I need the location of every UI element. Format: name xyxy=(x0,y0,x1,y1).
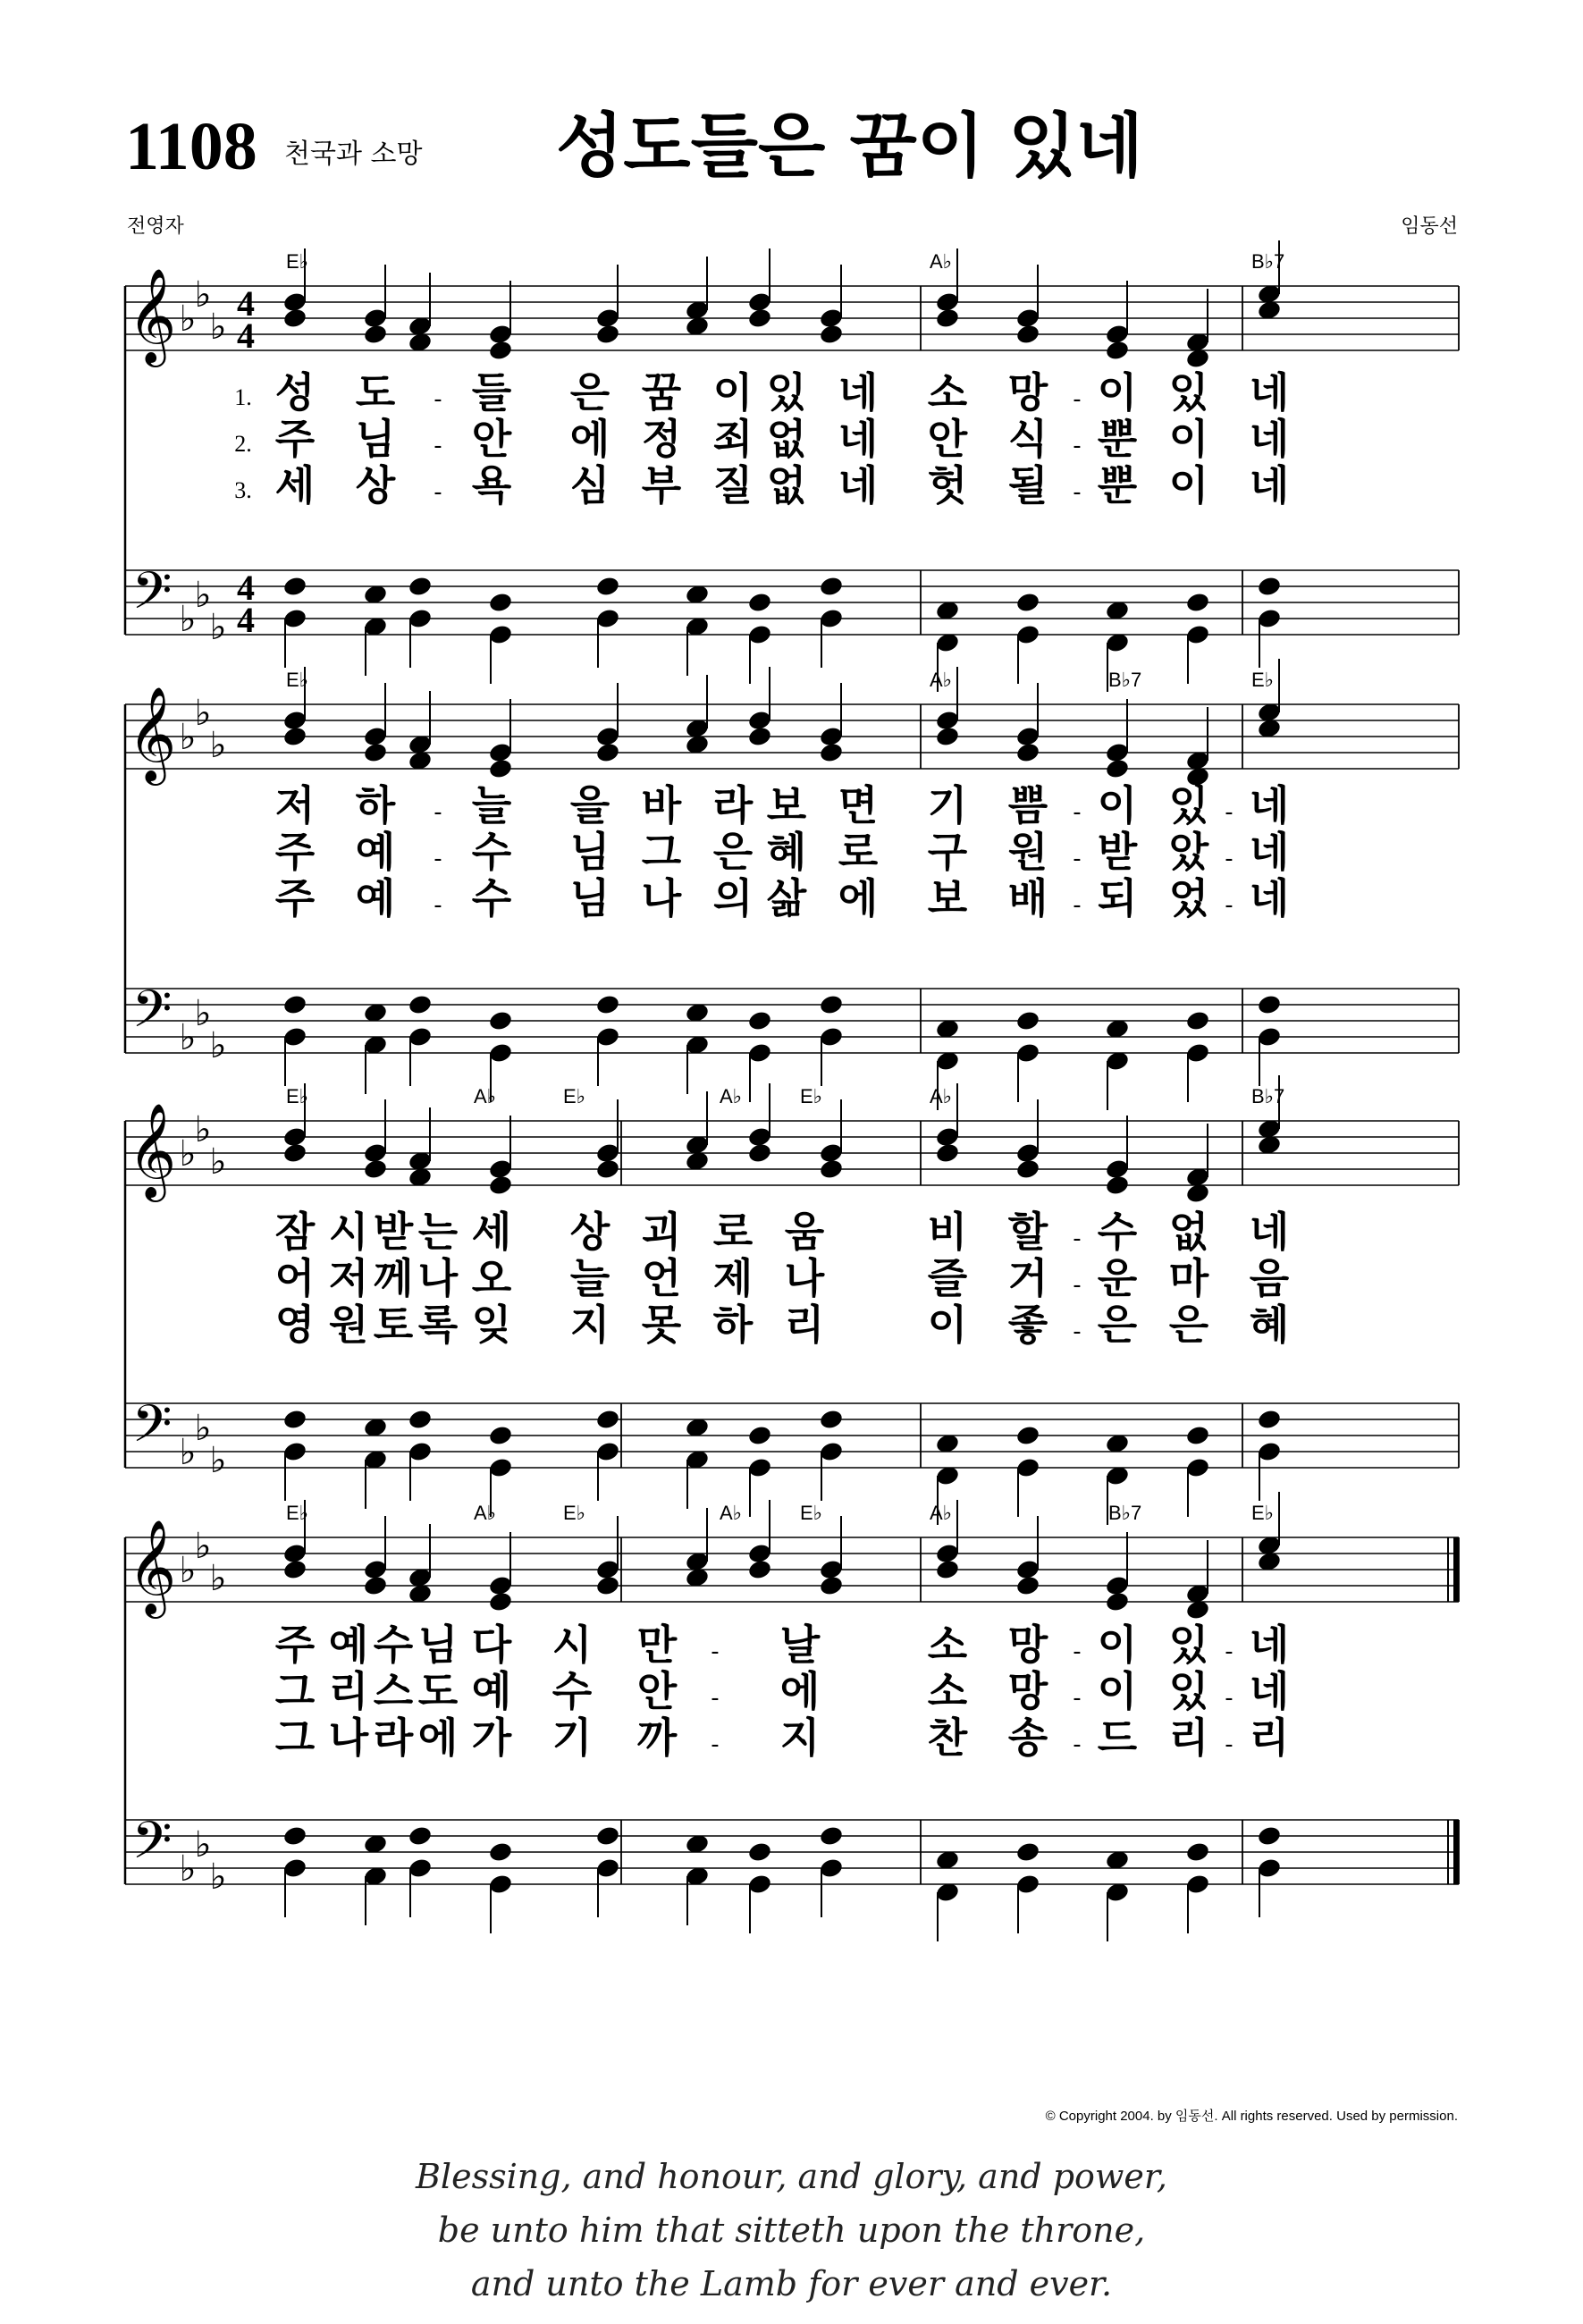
lyric-syllable: 날 xyxy=(779,1621,821,1669)
lyric-syllable: 없 xyxy=(1168,1208,1209,1256)
key-flat: ♭ xyxy=(194,575,212,616)
lyric-syllable: 수 xyxy=(373,1621,414,1669)
lyric-syllable: 도 xyxy=(417,1667,459,1715)
lyric-syllable: 영 xyxy=(274,1301,316,1349)
chord-symbol: E♭ xyxy=(286,669,309,691)
lyric-hyphen: - xyxy=(434,433,442,459)
treble-clef: 𝄞 xyxy=(127,1519,177,1614)
lyric-syllable: 이 xyxy=(712,368,754,417)
lyric-syllable: 하 xyxy=(712,1301,754,1349)
system-3 xyxy=(125,1075,1459,1525)
scripture-line-3: and unto the Lamb for ever and ever. xyxy=(470,2264,1113,2303)
chord-symbol: E♭ xyxy=(800,1085,823,1107)
lyric-syllable: 받 xyxy=(373,1208,414,1256)
lyric-syllable: 헛 xyxy=(927,461,968,509)
lyric-syllable: 네 xyxy=(1249,1621,1290,1669)
lyric-syllable: 수 xyxy=(471,828,512,876)
lyric-syllable: 은 xyxy=(1168,1301,1209,1349)
lyric-hyphen: - xyxy=(434,386,442,413)
lyric-syllable: 쁨 xyxy=(1007,781,1048,829)
treble-staff-1 xyxy=(125,286,1459,350)
lyric-syllable: 록 xyxy=(417,1301,459,1349)
lyric-syllable: 구 xyxy=(927,828,968,876)
lyric-syllable: 식 xyxy=(1007,415,1048,463)
lyric-syllable: 았 xyxy=(1168,828,1209,876)
chord-symbol: A♭ xyxy=(930,669,953,691)
lyric-syllable: 늘 xyxy=(569,1254,610,1302)
lyric-syllable: 은 xyxy=(1097,1301,1138,1349)
lyric-hyphen: - xyxy=(1225,846,1234,872)
lyric-syllable: 님 xyxy=(417,1621,459,1669)
lyric-syllable: 원 xyxy=(1007,828,1048,876)
lyric-syllable: 할 xyxy=(1007,1208,1048,1256)
lyric-hyphen: - xyxy=(1073,1225,1082,1252)
chord-symbol: B♭7 xyxy=(1251,250,1285,273)
lyric-syllable: 그 xyxy=(274,1714,316,1762)
lyric-syllable: 네 xyxy=(1249,781,1290,829)
lyric-syllable: 혜 xyxy=(766,828,807,876)
lyric-hyphen: - xyxy=(711,1731,720,1758)
key-flat: ♭ xyxy=(209,1857,227,1898)
lyric-syllable: 정 xyxy=(641,415,682,463)
lyric-syllable: 지 xyxy=(569,1301,610,1349)
lyric-syllable: 기 xyxy=(927,781,968,829)
lyric-syllable: 리 xyxy=(1168,1714,1209,1762)
lyric-syllable: 받 xyxy=(1097,828,1138,876)
chord-symbol: B♭7 xyxy=(1108,669,1142,691)
lyric-syllable: 에 xyxy=(779,1667,821,1715)
lyric-syllable: 님 xyxy=(355,415,396,463)
chord-symbol: E♭ xyxy=(1251,1502,1275,1524)
key-flat: ♭ xyxy=(209,1141,227,1183)
chord-symbol: E♭ xyxy=(1251,669,1275,691)
key-flat: ♭ xyxy=(179,1133,197,1175)
lyric-syllable: 주 xyxy=(274,828,316,876)
lyric-hyphen: - xyxy=(1073,479,1082,506)
treble-clef: 𝄞 xyxy=(127,686,177,781)
time-signature-digit: 4 xyxy=(237,600,255,640)
lyric-hyphen: - xyxy=(1073,1638,1082,1665)
lyric-syllable: 망 xyxy=(1007,368,1048,417)
lyric-syllable: 다 xyxy=(471,1621,512,1669)
lyric-syllable: 스 xyxy=(373,1667,414,1715)
lyric-syllable: 어 xyxy=(274,1254,316,1302)
copyright-notice: © Copyright 2004. by 임동선. All rights reserved. Used by permission. xyxy=(1045,2109,1458,2124)
lyric-syllable: 님 xyxy=(569,874,610,922)
lyric-hyphen: - xyxy=(1225,1731,1234,1758)
lyric-hyphen: - xyxy=(1073,433,1082,459)
treble-staff-2 xyxy=(125,704,1459,769)
lyric-syllable: 잊 xyxy=(471,1301,512,1349)
lyric-hyphen: - xyxy=(1073,1685,1082,1712)
lyric-hyphen: - xyxy=(1225,1638,1234,1665)
chord-symbol: A♭ xyxy=(720,1085,743,1107)
treble-staff-4 xyxy=(125,1537,1459,1602)
key-flat: ♭ xyxy=(209,1558,227,1599)
key-flat: ♭ xyxy=(179,299,197,340)
lyric-syllable: 네 xyxy=(1249,828,1290,876)
lyric-syllable: 송 xyxy=(1007,1714,1048,1762)
lyric-syllable: 면 xyxy=(838,781,879,829)
lyric-hyphen: - xyxy=(434,892,442,919)
lyric-syllable: 네 xyxy=(838,415,879,463)
lyric-syllable: 성 xyxy=(274,368,316,417)
lyric-syllable: 수 xyxy=(1097,1208,1138,1256)
lyric-syllable: 나 xyxy=(784,1254,825,1302)
lyric-syllable: 있 xyxy=(766,368,807,417)
key-flat: ♭ xyxy=(209,1440,227,1481)
lyric-syllable: 수 xyxy=(552,1667,593,1715)
system-2 xyxy=(125,659,1459,1110)
lyric-syllable: 바 xyxy=(641,781,682,829)
key-flat: ♭ xyxy=(179,717,197,758)
lyric-syllable: 수 xyxy=(471,874,512,922)
lyric-syllable: 에 xyxy=(838,874,879,922)
lyric-syllable: 이 xyxy=(1097,1621,1138,1669)
lyric-syllable: 없 xyxy=(766,461,807,509)
lyric-syllable: 주 xyxy=(274,874,316,922)
lyric-syllable: 는 xyxy=(417,1208,459,1256)
key-flat: ♭ xyxy=(209,1025,227,1066)
lyric-syllable: 나 xyxy=(328,1714,369,1762)
lyric-syllable: 심 xyxy=(569,461,610,509)
treble-clef: 𝄞 xyxy=(127,267,177,363)
lyric-syllable: 있 xyxy=(1168,781,1209,829)
lyric-syllable: 이 xyxy=(1168,461,1209,509)
lyric-syllable: 네 xyxy=(1249,368,1290,417)
lyric-syllable: 을 xyxy=(569,781,610,829)
lyric-syllable: 만 xyxy=(636,1621,678,1669)
lyric-hyphen: - xyxy=(711,1638,720,1665)
lyric-syllable: 소 xyxy=(927,368,968,417)
lyric-syllable: 이 xyxy=(1168,415,1209,463)
time-signature-digit: 4 xyxy=(237,316,255,356)
lyric-syllable: 었 xyxy=(1168,874,1209,922)
lyric-syllable: 상 xyxy=(569,1208,610,1256)
key-flat: ♭ xyxy=(194,1526,212,1567)
composer-name: 임동선 xyxy=(1401,215,1458,238)
lyric-syllable: 하 xyxy=(355,781,396,829)
lyric-syllable: 예 xyxy=(355,828,396,876)
lyric-hyphen: - xyxy=(1225,892,1234,919)
scripture-line-2: be unto him that sitteth upon the throne, xyxy=(437,2210,1146,2250)
treble-clef: 𝄞 xyxy=(127,1102,177,1198)
lyric-syllable: 나 xyxy=(641,874,682,922)
lyric-syllable: 님 xyxy=(569,828,610,876)
treble-staff-3 xyxy=(125,1121,1459,1185)
lyric-syllable: 마 xyxy=(1168,1254,1209,1302)
lyric-syllable: 괴 xyxy=(641,1208,682,1256)
scripture-verse xyxy=(0,2150,1583,2311)
key-flat: ♭ xyxy=(179,1550,197,1591)
lyric-syllable: 그 xyxy=(274,1667,316,1715)
lyric-syllable: 안 xyxy=(471,415,512,463)
key-flat: ♭ xyxy=(194,274,212,316)
lyric-syllable: 없 xyxy=(766,415,807,463)
lyric-syllable: 지 xyxy=(779,1714,821,1762)
system-1 xyxy=(125,240,1459,692)
lyric-syllable: 시 xyxy=(328,1208,369,1256)
key-flat: ♭ xyxy=(194,1109,212,1150)
chord-symbol: B♭7 xyxy=(1251,1085,1285,1107)
bass-clef: 𝄢 xyxy=(131,1810,173,1883)
lyric-syllable: 라 xyxy=(373,1714,414,1762)
lyric-syllable: 뿐 xyxy=(1097,415,1138,463)
lyric-syllable: 욕 xyxy=(471,461,512,509)
lyric-hyphen: - xyxy=(1073,892,1082,919)
chord-symbol: A♭ xyxy=(930,1085,953,1107)
lyric-syllable: 예 xyxy=(328,1621,369,1669)
chord-symbol: A♭ xyxy=(930,250,953,273)
lyric-syllable: 되 xyxy=(1097,874,1138,922)
verse-number: 1. xyxy=(234,384,252,410)
lyric-syllable: 이 xyxy=(1097,368,1138,417)
lyric-syllable: 네 xyxy=(1249,1208,1290,1256)
lyric-syllable: 늘 xyxy=(471,781,512,829)
lyric-syllable: 망 xyxy=(1007,1667,1048,1715)
key-flat: ♭ xyxy=(194,1824,212,1865)
lyric-syllable: 은 xyxy=(712,828,754,876)
lyric-syllable: 죄 xyxy=(712,415,754,463)
lyric-hyphen: - xyxy=(1225,799,1234,826)
lyric-syllable: 있 xyxy=(1168,1667,1209,1715)
chord-symbol: A♭ xyxy=(930,1502,953,1524)
lyric-syllable: 시 xyxy=(552,1621,593,1669)
lyric-hyphen: - xyxy=(1073,846,1082,872)
lyric-syllable: 저 xyxy=(274,781,316,829)
lyric-syllable: 께 xyxy=(373,1254,414,1302)
lyric-syllable: 찬 xyxy=(927,1714,968,1762)
chord-symbol: A♭ xyxy=(474,1085,497,1107)
lyric-syllable: 제 xyxy=(712,1254,754,1302)
lyric-syllable: 혜 xyxy=(1249,1301,1290,1349)
lyric-syllable: 네 xyxy=(1249,415,1290,463)
scripture-line-1: Blessing, and honour, and glory, and power, xyxy=(416,2157,1167,2196)
lyric-syllable: 언 xyxy=(641,1254,682,1302)
lyric-syllable: 이 xyxy=(1097,781,1138,829)
lyric-syllable: 소 xyxy=(927,1667,968,1715)
key-flat: ♭ xyxy=(179,1017,197,1058)
hymn-category: 천국과 소망 xyxy=(284,139,423,170)
lyric-hyphen: - xyxy=(434,479,442,506)
lyric-syllable: 뿐 xyxy=(1097,461,1138,509)
lyric-syllable: 좋 xyxy=(1007,1301,1048,1349)
key-flat: ♭ xyxy=(179,1432,197,1473)
lyric-hyphen: - xyxy=(711,1685,720,1712)
lyric-syllable: 로 xyxy=(838,828,879,876)
verse-number: 2. xyxy=(234,431,252,457)
lyric-syllable: 에 xyxy=(417,1714,459,1762)
lyric-syllable: 나 xyxy=(417,1254,459,1302)
lyric-syllable: 거 xyxy=(1007,1254,1048,1302)
lyric-syllable: 이 xyxy=(1097,1667,1138,1715)
lyric-syllable: 주 xyxy=(274,415,316,463)
chord-symbol: E♭ xyxy=(563,1502,586,1524)
lyric-syllable: 네 xyxy=(1249,1667,1290,1715)
lyric-syllable: 음 xyxy=(1249,1254,1290,1302)
lyric-syllable: 세 xyxy=(274,461,316,509)
lyric-syllable: 리 xyxy=(1249,1714,1290,1762)
lyric-syllable: 은 xyxy=(569,368,610,417)
bass-clef: 𝄢 xyxy=(131,560,173,634)
lyric-syllable: 의 xyxy=(712,874,754,922)
lyric-syllable: 저 xyxy=(328,1254,369,1302)
chord-symbol: A♭ xyxy=(720,1502,743,1524)
lyric-syllable: 보 xyxy=(927,874,968,922)
lyric-syllable: 에 xyxy=(569,415,610,463)
lyric-syllable: 상 xyxy=(355,461,396,509)
bass-clef: 𝄢 xyxy=(131,979,173,1052)
chord-symbol: E♭ xyxy=(286,1502,309,1524)
lyric-syllable: 네 xyxy=(838,368,879,417)
lyric-syllable: 있 xyxy=(1168,368,1209,417)
lyric-syllable: 주 xyxy=(274,1621,316,1669)
lyric-syllable: 네 xyxy=(838,461,879,509)
lyric-syllable: 네 xyxy=(1249,461,1290,509)
key-flat: ♭ xyxy=(209,607,227,648)
time-signature-digit: 4 xyxy=(237,568,255,608)
lyric-syllable: 망 xyxy=(1007,1621,1048,1669)
lyric-syllable: 삶 xyxy=(766,874,807,922)
system-4 xyxy=(125,1492,1459,1941)
lyric-syllable: 네 xyxy=(1249,874,1290,922)
lyric-hyphen: - xyxy=(1073,1318,1082,1345)
lyric-syllable: 즐 xyxy=(927,1254,968,1302)
lyric-syllable: 오 xyxy=(471,1254,512,1302)
lyric-syllable: 그 xyxy=(641,828,682,876)
lyric-syllable: 비 xyxy=(927,1208,968,1256)
lyric-syllable: 질 xyxy=(712,461,754,509)
hymn-number: 1108 xyxy=(125,109,257,184)
lyric-syllable: 있 xyxy=(1168,1621,1209,1669)
lyric-syllable: 예 xyxy=(355,874,396,922)
lyric-hyphen: - xyxy=(1073,799,1082,826)
key-flat: ♭ xyxy=(179,1848,197,1890)
lyric-syllable: 안 xyxy=(636,1667,678,1715)
lyric-syllable: 보 xyxy=(766,781,807,829)
lyric-syllable: 리 xyxy=(784,1301,825,1349)
lyric-syllable: 토 xyxy=(373,1301,414,1349)
lyricist-name: 전영자 xyxy=(127,215,184,238)
lyric-syllable: 소 xyxy=(927,1621,968,1669)
hymn-title: 성도들은 꿈이 있네 xyxy=(555,106,1144,187)
lyric-syllable: 못 xyxy=(641,1301,682,1349)
lyric-syllable: 라 xyxy=(712,781,754,829)
lyric-syllable: 예 xyxy=(471,1667,512,1715)
key-flat: ♭ xyxy=(209,307,227,348)
lyric-syllable: 배 xyxy=(1007,874,1048,922)
chord-symbol: B♭7 xyxy=(1108,1502,1142,1524)
lyric-syllable: 운 xyxy=(1097,1254,1138,1302)
lyric-syllable: 잠 xyxy=(274,1208,316,1256)
key-flat: ♭ xyxy=(194,693,212,734)
key-flat: ♭ xyxy=(209,725,227,766)
lyric-hyphen: - xyxy=(434,799,442,826)
chord-symbol: A♭ xyxy=(474,1502,497,1524)
lyric-hyphen: - xyxy=(1225,1685,1234,1712)
key-flat: ♭ xyxy=(194,1408,212,1449)
lyric-syllable: 부 xyxy=(641,461,682,509)
lyric-hyphen: - xyxy=(1073,386,1082,413)
lyric-syllable: 까 xyxy=(636,1714,678,1762)
lyric-syllable: 들 xyxy=(471,368,512,417)
lyric-hyphen: - xyxy=(1073,1731,1082,1758)
lyric-hyphen: - xyxy=(434,846,442,872)
lyric-hyphen: - xyxy=(1073,1272,1082,1299)
lyric-syllable: 세 xyxy=(471,1208,512,1256)
lyric-syllable: 될 xyxy=(1007,461,1048,509)
lyric-syllable: 드 xyxy=(1097,1714,1138,1762)
lyric-syllable: 기 xyxy=(552,1714,593,1762)
lyric-syllable: 로 xyxy=(712,1208,754,1256)
lyric-syllable: 이 xyxy=(927,1301,968,1349)
chord-symbol: E♭ xyxy=(286,250,309,273)
chord-symbol: E♭ xyxy=(800,1502,823,1524)
key-flat: ♭ xyxy=(179,599,197,640)
chord-symbol: E♭ xyxy=(286,1085,309,1107)
chord-symbol: E♭ xyxy=(563,1085,586,1107)
lyric-syllable: 도 xyxy=(355,368,396,417)
lyric-syllable: 리 xyxy=(328,1667,369,1715)
lyric-syllable: 꿈 xyxy=(641,368,682,417)
lyric-syllable: 가 xyxy=(471,1714,512,1762)
time-signature-digit: 4 xyxy=(237,283,255,324)
lyric-syllable: 원 xyxy=(328,1301,369,1349)
key-flat: ♭ xyxy=(194,993,212,1034)
lyric-syllable: 움 xyxy=(784,1208,825,1256)
lyric-syllable: 안 xyxy=(927,415,968,463)
verse-number: 3. xyxy=(234,477,252,503)
bass-clef: 𝄢 xyxy=(131,1394,173,1467)
